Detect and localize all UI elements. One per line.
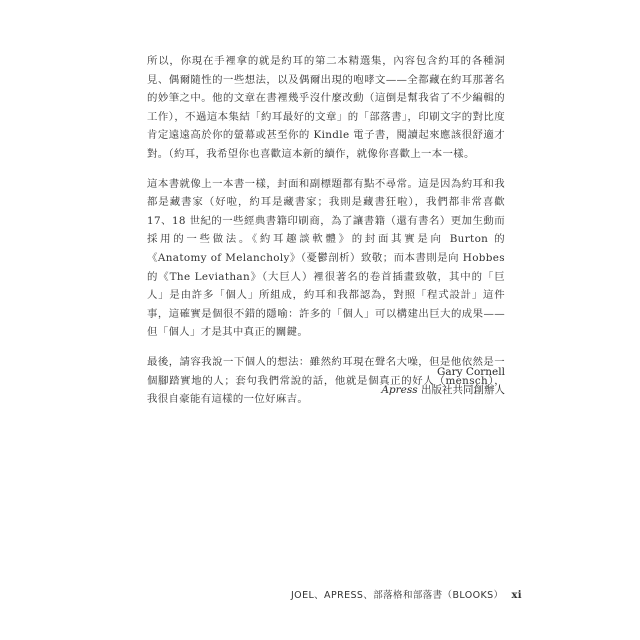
paragraph-1: 所以，你現在手裡拿的就是約耳的第二本精選集，內容包含約耳的各種洞見、偶爾隨性的一些想法，以及偶爾出現的咆哮文——全都藏在約耳那著名的妙筆之中。他的文章在書裡幾乎沒什麼改動（這倒是幫我省了不少編輯的工作），不過這本集結「約耳最好的文章」的「部落書」，印刷文字的對比度肯定遠遠高於你的螢幕或甚至你的 Kindle 電子書，閱讀起來應該很舒適才對。（約耳，我希望你也喜歡這本新的續作，就像你喜歡上一本一樣。 bbox=[147, 55, 505, 160]
page-number: xi bbox=[511, 590, 522, 601]
paragraph-3: 最後，請容我說一下個人的想法：雖然約耳現在聲名大噪，但是他依然是一個腳踏實地的人；套句我們常說的話，他就是個真正的好人（mensch），我很自豪能有這樣的一位好麻吉。 bbox=[147, 355, 505, 406]
signature-block bbox=[381, 363, 505, 399]
signature-name: Gary Cornell bbox=[436, 366, 505, 378]
signature-role: 出版社共同創辦人 bbox=[417, 384, 505, 396]
page-footer bbox=[291, 587, 522, 601]
running-title: JOEL、APRESS、部落格和部落書（BLOOKS） bbox=[290, 590, 504, 601]
signature-company: Apress bbox=[381, 384, 418, 396]
paragraph-2: 這本書就像上一本書一樣，封面和副標題都有點不尋常。這是因為約耳和我都是藏書家（好啦，約耳是藏書家；我則是藏書狂啦），我們都非常喜歡 17、18 世紀的一些經典書籍印刷商，為了讓書籍（還有書名）更加生動而採用的一些做法。《約耳趣談軟體》的封面其實是向 Burton 的《Anatomy of Melancholy》（憂鬱剖析）致敬；而本書則是向 Hobbes 的《The Leviathan》（大巨人）裡很著名的卷首插畫致敬，其中的「巨人」是由許多「個人」所組成，約耳和我都認為，對照「程式設計」這件事，這確實是個很不錯的隱喻：許多的「個人」可以構建出巨大的成果——但「個人」才是其中真正的關鍵。 bbox=[147, 177, 505, 339]
signature-title bbox=[381, 381, 505, 399]
